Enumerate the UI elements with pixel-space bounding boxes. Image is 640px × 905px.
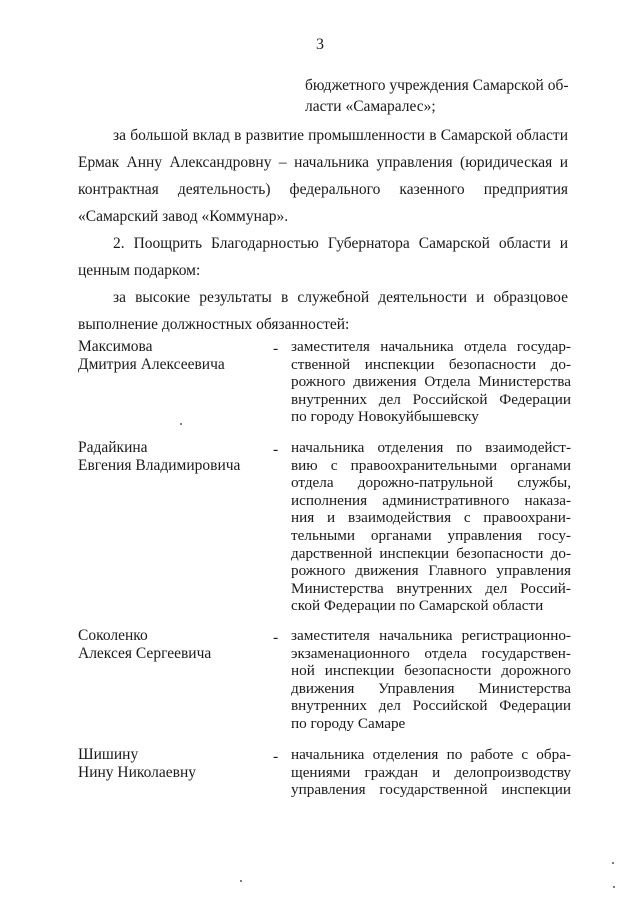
entry-surname: Радайкина xyxy=(78,439,148,456)
scan-speck xyxy=(180,423,182,425)
description-line: движения Управления Министерства xyxy=(291,679,571,697)
description-line: начальника отделения по работе с обра- xyxy=(291,746,571,763)
paragraph-line: за высокие результаты в служебной деятельности и образцовое xyxy=(113,289,568,306)
entry-description xyxy=(291,627,571,733)
description-line: управления государственной инспекции xyxy=(291,781,571,799)
intro-line: бюджетного учреждения Самарской об- xyxy=(305,77,569,94)
entry-surname: Соколенко xyxy=(78,627,148,644)
description-line: дарственной инспекции безопасности до- xyxy=(291,544,571,562)
description-line: по городу Новокуйбышевску xyxy=(291,408,479,426)
scan-speck xyxy=(612,862,614,864)
description-line: внутренних дел Российской Федерации xyxy=(291,697,571,715)
paragraph-line: «Самарский завод «Коммунар». xyxy=(78,208,289,225)
paragraph-line: Ермак Анну Александровну – начальника управления (юридическая и xyxy=(78,154,568,171)
paragraph-line: контрактная деятельность) федерального казенного предприятия xyxy=(78,181,568,198)
description-line: экзаменационного отдела государствен- xyxy=(291,644,571,662)
scan-speck xyxy=(613,886,615,888)
description-line: начальника отделения по взаимодейст- xyxy=(291,439,571,456)
entry-dash: - xyxy=(273,340,279,357)
entry-description xyxy=(291,338,571,426)
entry-dash: - xyxy=(273,441,279,458)
description-line: Министерства внутренних дел Россий- xyxy=(291,579,571,597)
paragraph-line: 2. Поощрить Благодарностью Губернатора Самарской области и xyxy=(113,235,568,252)
description-line: по городу Самаре xyxy=(291,714,406,732)
entry-description xyxy=(291,746,571,799)
entry-description xyxy=(291,439,571,615)
description-line: ной инспекции безопасности дорожного xyxy=(291,662,571,680)
paragraph-line: за большой вклад в развитие промышленности в Самарской области xyxy=(113,127,568,144)
entry-dash: - xyxy=(273,748,279,765)
description-line: заместителя начальника отдела государ- xyxy=(291,338,571,355)
entry-given-names: Дмитрия Алексеевича xyxy=(78,356,225,373)
paragraph-line: выполнение должностных обязанностей: xyxy=(78,316,350,333)
description-line: щениями граждан и делопроизводству xyxy=(291,763,571,781)
description-line: исполнения административного наказа- xyxy=(291,491,571,509)
intro-line: ласти «Самаралес»; xyxy=(305,98,436,115)
description-line: ственной инспекции безопасности до- xyxy=(291,355,571,373)
entry-given-names: Нину Николаевну xyxy=(78,764,197,781)
description-line: ской Федерации по Самарской области xyxy=(291,597,544,615)
entry-surname: Шишину xyxy=(78,746,139,763)
description-line: вию с правоохранительными органами xyxy=(291,456,571,474)
description-line: рожного движения Главного управления xyxy=(291,562,571,580)
entry-surname: Максимова xyxy=(78,338,153,355)
description-line: рожного движения Отдела Министерства xyxy=(291,373,571,391)
page-number: 3 xyxy=(316,36,324,53)
entry-given-names: Евгения Владимировича xyxy=(78,457,241,474)
entry-given-names: Алексея Сергеевича xyxy=(78,645,212,662)
entry-dash: - xyxy=(273,629,279,646)
description-line: отдела дорожно-патрульной службы, xyxy=(291,474,571,492)
scan-speck xyxy=(240,880,242,882)
paragraph-line: ценным подарком: xyxy=(78,262,201,279)
description-line: заместителя начальника регистрационно- xyxy=(291,627,571,644)
description-line: ния и взаимодействия с правоохрани- xyxy=(291,509,571,527)
description-line: внутренних дел Российской Федерации xyxy=(291,390,571,408)
description-line: тельными органами управления госу- xyxy=(291,526,571,544)
